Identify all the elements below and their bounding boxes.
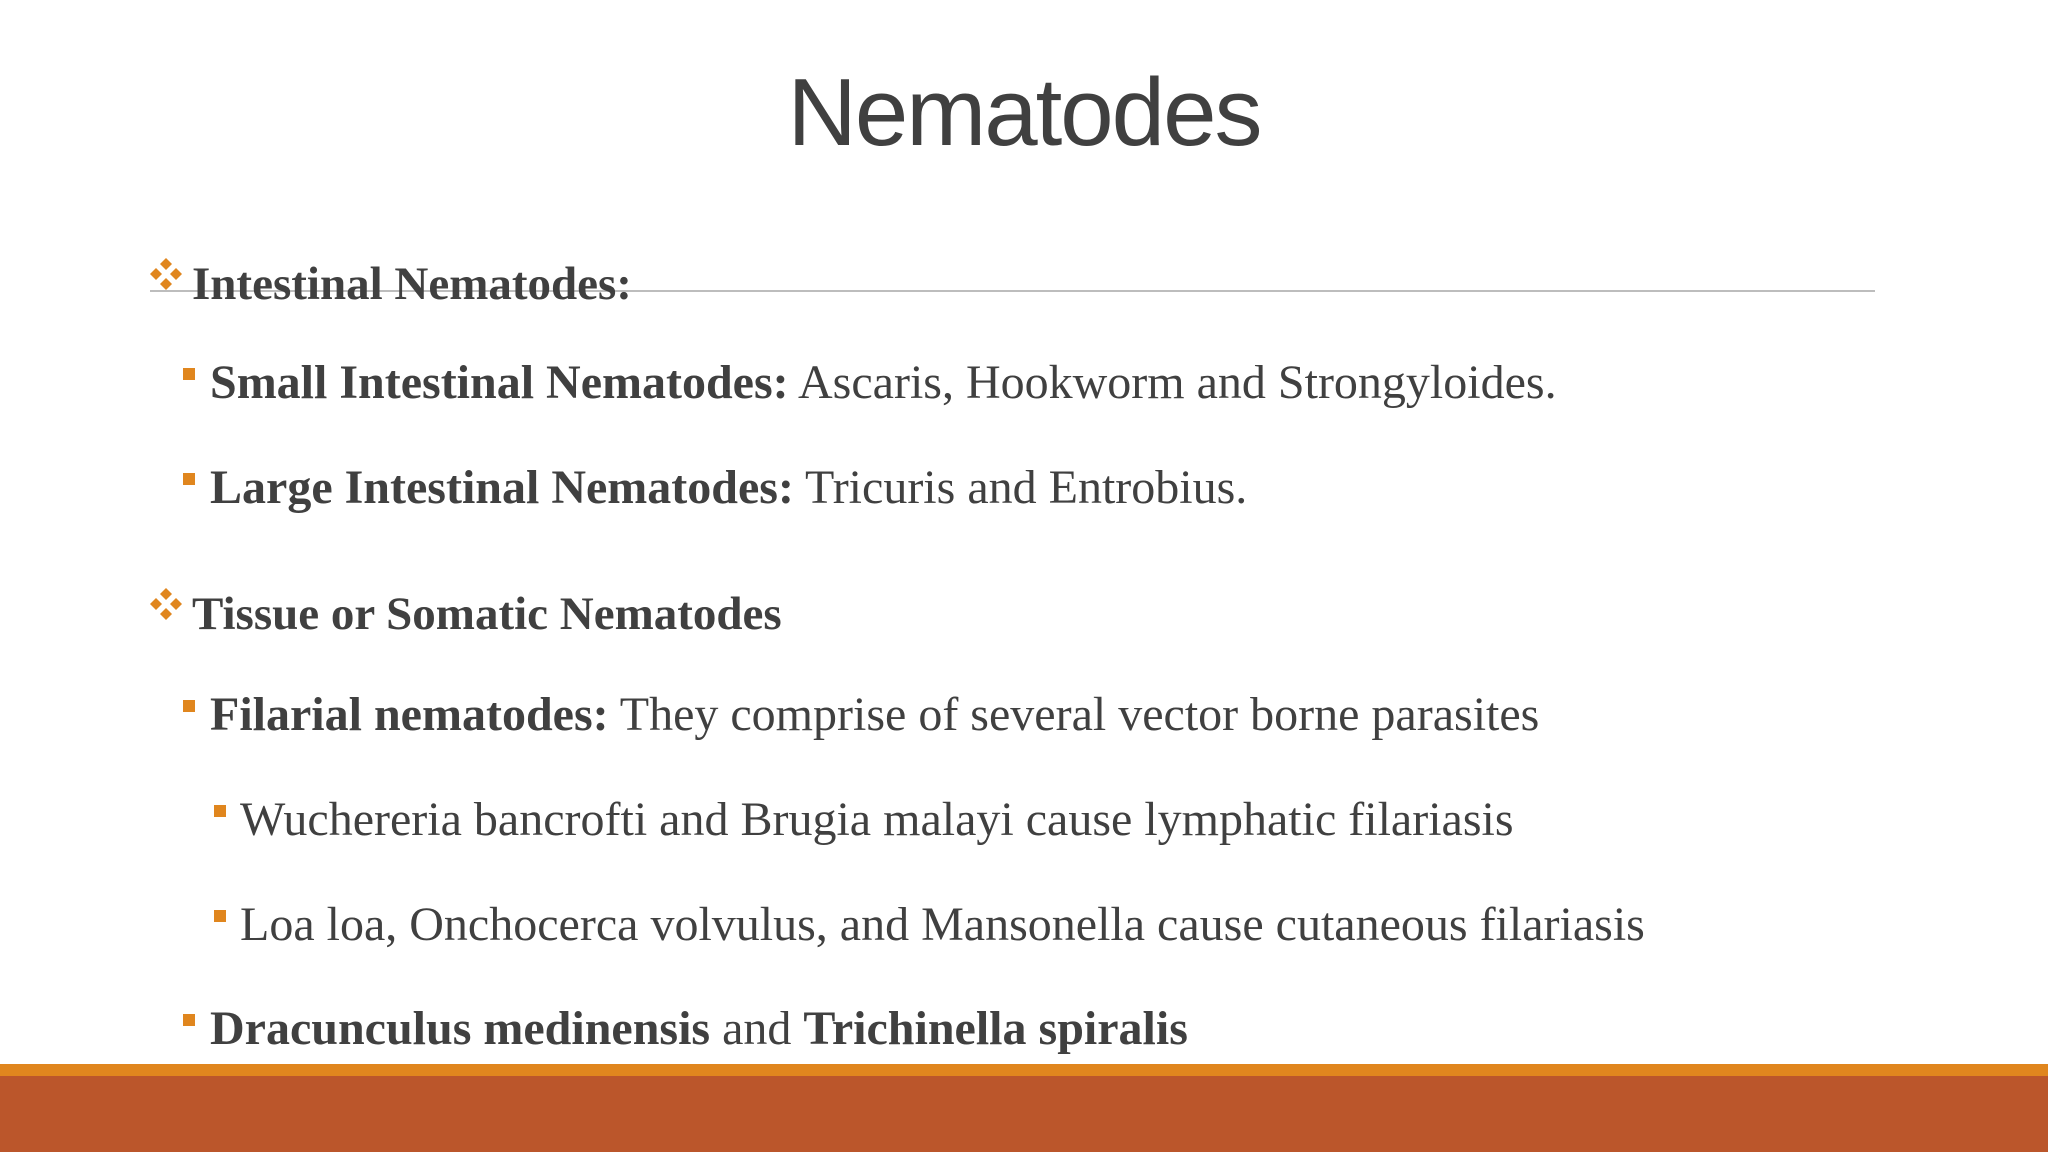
item-text: Tricuris and Entrobius. [793, 461, 1248, 514]
item-bold-label: Filarial nematodes: [210, 688, 609, 741]
section-heading-intestinal: Intestinal Nematodes: [192, 258, 632, 310]
diamond-bullet-icon [148, 586, 184, 622]
square-bullet-icon [214, 910, 226, 922]
item-text: and [710, 1002, 804, 1055]
list-item-large-intestinal [210, 460, 1247, 516]
square-bullet-icon [183, 368, 195, 380]
section-heading-tissue: Tissue or Somatic Nematodes [192, 588, 782, 640]
list-item-cutaneous: Loa loa, Onchocerca volvulus, and Mansonella cause cutaneous filariasis [240, 898, 1645, 951]
item-bold-label: Dracunculus medinensis [210, 1002, 711, 1055]
slide-title: Nematodes [787, 59, 1261, 166]
square-bullet-icon [214, 805, 226, 817]
item-text: They comprise of several vector borne parasites [608, 688, 1540, 741]
footer-band [0, 1076, 2048, 1152]
list-item-filarial [210, 687, 1539, 743]
item-bold-label: Small Intestinal Nematodes: [210, 356, 789, 409]
square-bullet-icon [183, 1014, 195, 1026]
item-bold-label: Large Intestinal Nematodes: [210, 461, 794, 514]
square-bullet-icon [183, 700, 195, 712]
list-item-lymphatic: Wuchereria bancrofti and Brugia malayi cause lymphatic filariasis [240, 793, 1514, 846]
square-bullet-icon [183, 473, 195, 485]
item-text: Ascaris, Hookworm and Strongyloides. [788, 356, 1557, 409]
footer-accent-band [0, 1064, 2048, 1076]
item-bold-label-2: Trichinella spiralis [803, 1002, 1188, 1055]
list-item-small-intestinal [210, 355, 1557, 411]
list-item-dracunculus [210, 1001, 1188, 1057]
diamond-bullet-icon [148, 256, 184, 292]
